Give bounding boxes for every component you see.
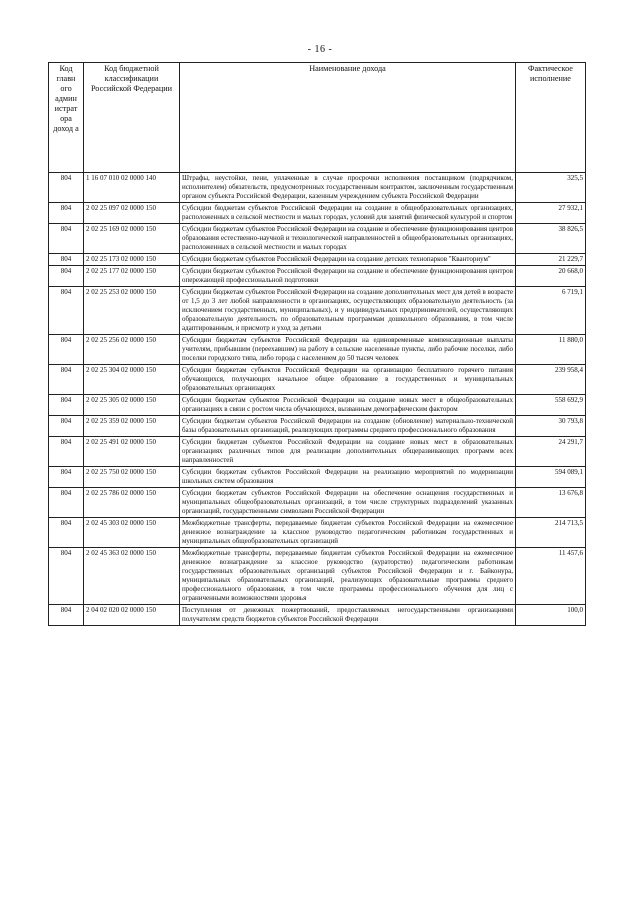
row-budget-code: 2 02 25 305 02 0000 150 xyxy=(84,395,180,416)
row-admin-code: 804 xyxy=(49,224,84,254)
row-admin-code: 804 xyxy=(49,254,84,266)
row-actual-execution: 24 291,7 xyxy=(516,437,586,467)
row-admin-code: 804 xyxy=(49,548,84,605)
row-admin-code: 804 xyxy=(49,416,84,437)
row-actual-execution: 30 793,8 xyxy=(516,416,586,437)
row-admin-code: 804 xyxy=(49,605,84,626)
table-row xyxy=(49,224,586,254)
row-income-name: Поступления от денежных пожертвований, предоставляемых негосударственными организациями получателям средств бюджетов субъектов Российской Федерации xyxy=(180,605,516,626)
row-admin-code: 804 xyxy=(49,266,84,287)
row-income-name: Субсидии бюджетам субъектов Российской Федерации на единовременные компенсационные выплаты учителям, прибывшим (переехавшим) на работу в сельские населенные пункты, либо рабочие поселки, либо поселки городского типа, либо города с населением до 50 тысяч человек xyxy=(180,335,516,365)
row-budget-code: 2 02 25 256 02 0000 150 xyxy=(84,335,180,365)
row-actual-execution: 27 932,1 xyxy=(516,203,586,224)
row-income-name: Субсидии бюджетам субъектов Российской Федерации на создание новых мест в общеобразовательных организациях в связи с ростом числа обучающихся, вызванным демографическим фактором xyxy=(180,395,516,416)
row-income-name: Субсидии бюджетам субъектов Российской Федерации на создание дополнительных мест для детей в возрасте от 1,5 до 3 лет любой направленности в организациях, осуществляющих образовательную деятельность (за исключением государственных, муниципальных), и у индивидуальных предпринимателей, осуществляющих образовательную деятельность по образовательным программам дошкольного образования, в том числе адаптированным, и присмотр и уход за детьми xyxy=(180,287,516,335)
row-admin-code: 804 xyxy=(49,287,84,335)
row-income-name: Субсидии бюджетам субъектов Российской Федерации на создание и обеспечение функционирования центров опережающей профессиональной подготовки xyxy=(180,266,516,287)
row-admin-code: 804 xyxy=(49,437,84,467)
row-actual-execution: 558 692,9 xyxy=(516,395,586,416)
header-budget-code: Код бюджетной классификации Российской Федерации xyxy=(84,63,180,173)
table-row xyxy=(49,203,586,224)
row-budget-code: 2 02 45 303 02 0000 150 xyxy=(84,518,180,548)
row-actual-execution: 11 457,6 xyxy=(516,548,586,605)
row-budget-code: 2 02 45 363 02 0000 150 xyxy=(84,548,180,605)
row-actual-execution: 13 676,8 xyxy=(516,488,586,518)
row-admin-code: 804 xyxy=(49,395,84,416)
revenue-table xyxy=(48,62,586,626)
row-budget-code: 2 02 25 786 02 0000 150 xyxy=(84,488,180,518)
row-budget-code: 2 02 25 304 02 0000 150 xyxy=(84,365,180,395)
row-budget-code: 2 02 25 177 02 0000 150 xyxy=(84,266,180,287)
row-admin-code: 804 xyxy=(49,173,84,203)
table-row xyxy=(49,254,586,266)
table-row xyxy=(49,437,586,467)
table-row xyxy=(49,548,586,605)
table-row xyxy=(49,395,586,416)
row-actual-execution: 594 089,1 xyxy=(516,467,586,488)
row-income-name: Субсидии бюджетам субъектов Российской Федерации на обеспечение оснащения государственных и муниципальных общеобразовательных организаций, в том числе структурных подразделений указанных организаций, государственными символами Российской Федерации xyxy=(180,488,516,518)
row-actual-execution: 6 719,1 xyxy=(516,287,586,335)
row-income-name: Межбюджетные трансферты, передаваемые бюджетам субъектов Российской Федерации на ежемесячное денежное вознаграждение за классное руководство педагогическим работникам государственных и муниципальных общеобразовательных организаций xyxy=(180,518,516,548)
row-actual-execution: 20 668,0 xyxy=(516,266,586,287)
row-income-name: Субсидии бюджетам субъектов Российской Федерации на организацию бесплатного горячего питания обучающихся, получающих начальное общее образование в государственных и муниципальных образовательных организациях xyxy=(180,365,516,395)
row-admin-code: 804 xyxy=(49,488,84,518)
row-admin-code: 804 xyxy=(49,518,84,548)
table-row xyxy=(49,488,586,518)
row-budget-code: 2 02 25 173 02 0000 150 xyxy=(84,254,180,266)
row-income-name: Межбюджетные трансферты, передаваемые бюджетам субъектов Российской Федерации на ежемесячное денежное вознаграждение за классное руководство (кураторство) педагогическим работникам государственных образовательных организаций субъектов Российской Федерации и г. Байконура, муниципальных образовательных организаций, реализующих образовательные программы среднего профессионального образования, в том числе программы профессионального обучения для лиц с ограниченными возможностями здоровья xyxy=(180,548,516,605)
row-budget-code: 2 02 25 359 02 0000 150 xyxy=(84,416,180,437)
row-actual-execution: 100,0 xyxy=(516,605,586,626)
row-budget-code: 2 02 25 491 02 0000 150 xyxy=(84,437,180,467)
row-income-name: Субсидии бюджетам субъектов Российской Федерации на создание новых мест в образовательных организациях различных типов для реализации дополнительных общеразвивающих программ всех направленностей xyxy=(180,437,516,467)
row-admin-code: 804 xyxy=(49,467,84,488)
table-row xyxy=(49,173,586,203)
row-admin-code: 804 xyxy=(49,365,84,395)
table-row xyxy=(49,266,586,287)
header-income-name: Наименование дохода xyxy=(180,63,516,173)
row-income-name: Штрафы, неустойки, пени, уплаченные в случае просрочки исполнения поставщиком (подрядчиком, исполнителем) обязательств, предусмотренных государственным контрактом, заключенным государственным органом субъекта Российской Федерации, казенным учреждением субъекта Российской Федерации xyxy=(180,173,516,203)
row-actual-execution: 325,5 xyxy=(516,173,586,203)
row-admin-code: 804 xyxy=(49,335,84,365)
row-budget-code: 1 16 07 010 02 0000 140 xyxy=(84,173,180,203)
table-row xyxy=(49,287,586,335)
row-budget-code: 2 02 25 169 02 0000 150 xyxy=(84,224,180,254)
table-body xyxy=(49,173,586,626)
row-actual-execution: 38 826,5 xyxy=(516,224,586,254)
row-actual-execution: 214 713,5 xyxy=(516,518,586,548)
table-header-row xyxy=(49,63,586,173)
table-row xyxy=(49,467,586,488)
row-budget-code: 2 04 02 020 02 0000 150 xyxy=(84,605,180,626)
row-budget-code: 2 02 25 097 02 0000 150 xyxy=(84,203,180,224)
table-row xyxy=(49,416,586,437)
row-actual-execution: 11 880,0 xyxy=(516,335,586,365)
row-admin-code: 804 xyxy=(49,203,84,224)
row-actual-execution: 21 229,7 xyxy=(516,254,586,266)
row-income-name: Субсидии бюджетам субъектов Российской Федерации на создание в общеобразовательных организациях, расположенных в сельской местности и малых городах, условий для занятий физической культурой и спортом xyxy=(180,203,516,224)
row-income-name: Субсидии бюджетам субъектов Российской Федерации на создание детских технопарков "Кванториум" xyxy=(180,254,516,266)
row-budget-code: 2 02 25 750 02 0000 150 xyxy=(84,467,180,488)
row-income-name: Субсидии бюджетам субъектов Российской Федерации на создание (обновление) материально-технической базы образовательных организаций, реализующих программы среднего профессионального образования xyxy=(180,416,516,437)
row-income-name: Субсидии бюджетам субъектов Российской Федерации на создание и обеспечение функционирования центров образования естественно-научной и технологической направленностей в общеобразовательных организациях, расположенных в сельской местности и малых городах xyxy=(180,224,516,254)
header-actual-execution: Фактическое исполнение xyxy=(516,63,586,173)
table-row xyxy=(49,518,586,548)
row-budget-code: 2 02 25 253 02 0000 150 xyxy=(84,287,180,335)
table-row xyxy=(49,365,586,395)
table-row xyxy=(49,335,586,365)
table-row xyxy=(49,605,586,626)
header-admin-code: Код главн ого админ истрат ора доход а xyxy=(49,63,84,173)
page-number: - 16 - xyxy=(307,44,333,55)
row-income-name: Субсидии бюджетам субъектов Российской Федерации на реализацию мероприятий по модернизации школьных систем образования xyxy=(180,467,516,488)
row-actual-execution: 239 958,4 xyxy=(516,365,586,395)
